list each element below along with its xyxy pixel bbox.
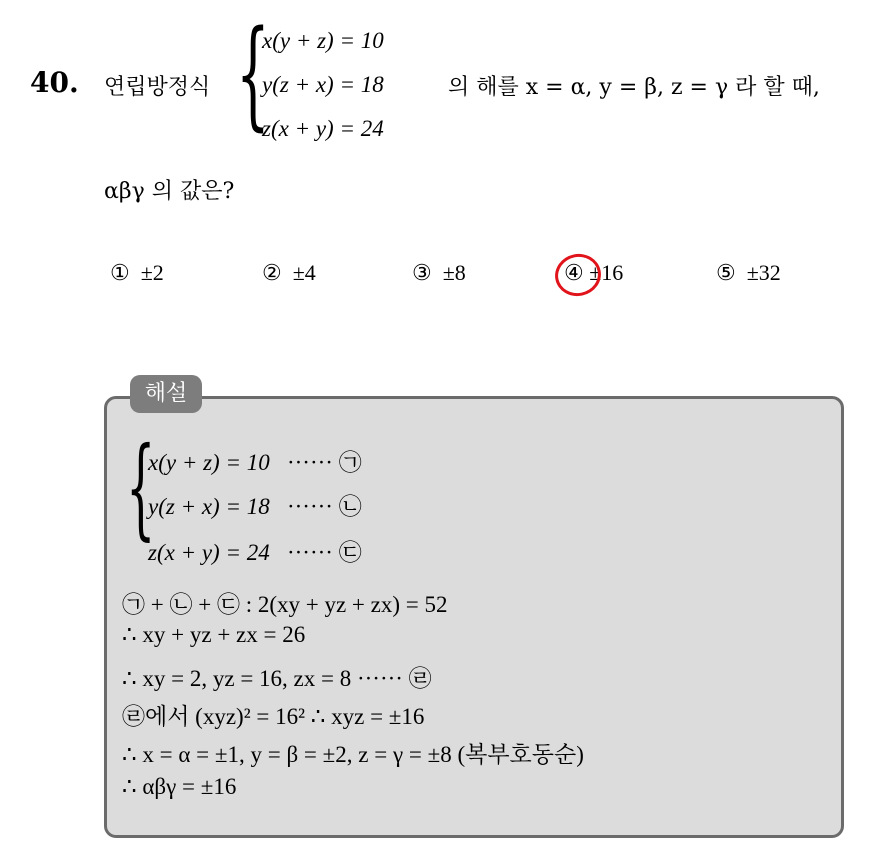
answer-circle-mark bbox=[551, 250, 605, 301]
choice-2[interactable] bbox=[262, 260, 316, 286]
solution-equation-1 bbox=[148, 444, 362, 477]
solution-line-3: ∴ xy = 2, yz = 16, zx = 8 ······ ㉣ bbox=[122, 666, 432, 691]
choice-3[interactable] bbox=[412, 260, 466, 286]
left-brace: { bbox=[236, 4, 270, 142]
question-line-2: αβγ 의 값은? bbox=[104, 179, 235, 204]
solution-equation-3 bbox=[148, 534, 362, 567]
solution-eq: y(z + x) = 18 bbox=[148, 494, 270, 519]
solution-dots: ······ bbox=[286, 540, 333, 565]
choice-value: ±4 bbox=[292, 260, 316, 285]
choice-value: ±8 bbox=[442, 260, 466, 285]
equation-2: y(z + x) = 18 bbox=[262, 72, 384, 97]
question-lead: 연립방정식 bbox=[104, 75, 211, 100]
choice-1[interactable] bbox=[110, 260, 164, 286]
solution-equation-2 bbox=[148, 488, 362, 521]
choice-5[interactable] bbox=[716, 260, 781, 286]
solution-line-2: ∴ xy + yz + zx = 26 bbox=[122, 622, 306, 647]
choice-value: ±2 bbox=[140, 260, 164, 285]
equation-3: z(x + y) = 24 bbox=[262, 116, 384, 141]
solution-mark: ㉢ bbox=[338, 540, 362, 565]
choice-marker: ① bbox=[110, 260, 130, 285]
solution-tag: 해설 bbox=[130, 375, 202, 413]
solution-eq: z(x + y) = 24 bbox=[148, 540, 270, 565]
solution-line-6: ∴ αβγ = ±16 bbox=[122, 774, 237, 799]
choice-value: ±16 bbox=[589, 260, 624, 285]
solution-dots: ······ bbox=[286, 494, 333, 519]
choice-marker: ② bbox=[262, 260, 282, 285]
solution-line-4: ㉣에서 (xyz)² = 16² ∴ xyz = ±16 bbox=[122, 704, 425, 729]
choice-marker: ⑤ bbox=[716, 260, 736, 285]
solution-mark: ㉠ bbox=[338, 450, 362, 475]
solution-line-1: ㉠ + ㉡ + ㉢ : 2(xy + yz + zx) = 52 bbox=[122, 592, 448, 617]
solution-eq: x(y + z) = 10 bbox=[148, 450, 270, 475]
choice-marker: ④ bbox=[564, 260, 584, 285]
question-tail: 의 해를 x = α, y = β, z = γ 라 할 때, bbox=[448, 75, 820, 100]
solution-line-5: ∴ x = α = ±1, y = β = ±2, z = γ = ±8 (복부호동순) bbox=[122, 742, 584, 767]
solution-left-brace: { bbox=[126, 423, 156, 551]
solution-mark: ㉡ bbox=[338, 494, 362, 519]
solution-dots: ······ bbox=[286, 450, 333, 475]
choice-value: ±32 bbox=[746, 260, 781, 285]
choice-marker: ③ bbox=[412, 260, 432, 285]
equation-1: x(y + z) = 10 bbox=[262, 28, 384, 53]
question-number: 40. bbox=[30, 66, 79, 99]
